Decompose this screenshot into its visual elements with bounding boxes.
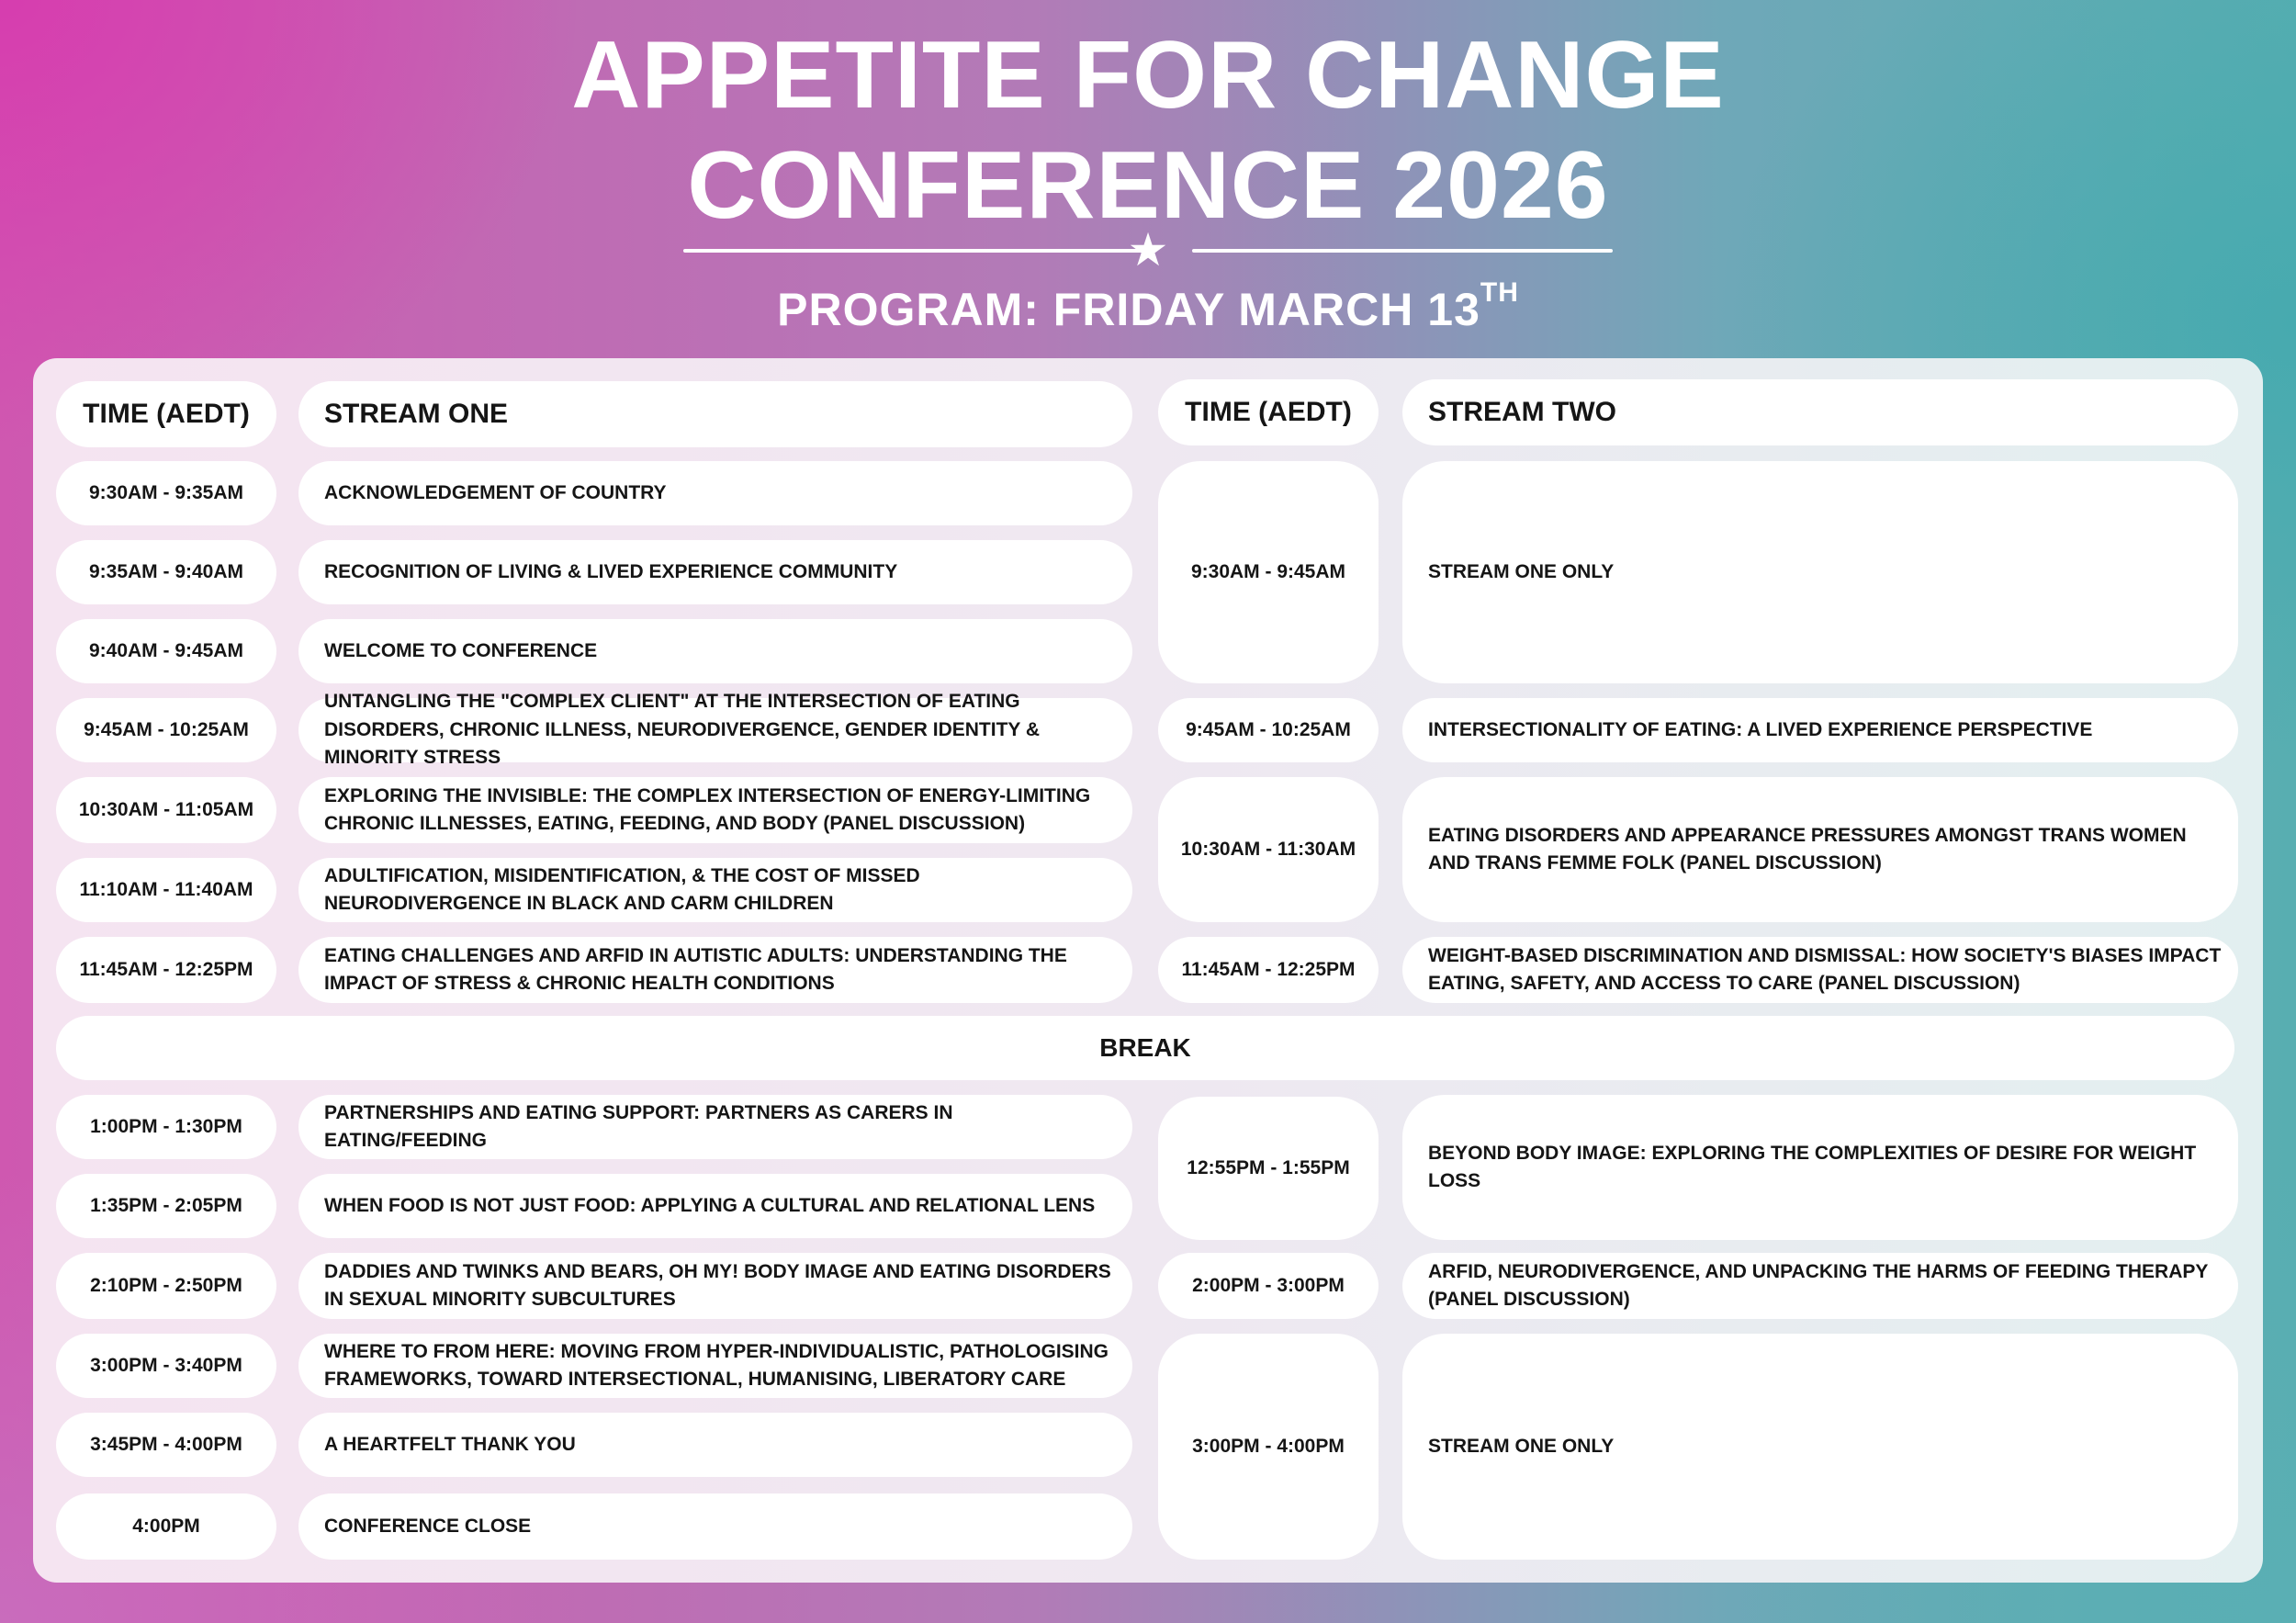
stream-one-session-title: WHERE TO FROM HERE: MOVING FROM HYPER-INDIVIDUALISTIC, PATHOLOGISING FRAMEWORKS, TOWARD INTERSECTIONAL, HUMANISING, LIBERATORY CARE: [298, 1334, 1132, 1398]
stream-one-session-title: UNTANGLING THE "COMPLEX CLIENT" AT THE INTERSECTION OF EATING DISORDERS, CHRONIC ILLNESS, NEURODIVERGENCE, GENDER IDENTITY & MINORITY STRESS: [298, 698, 1132, 762]
stream-two-session-time: 3:00PM - 4:00PM: [1158, 1334, 1379, 1560]
stream-two-header: STREAM TWO: [1402, 379, 2238, 445]
stream-one-session-time: 3:00PM - 3:40PM: [56, 1334, 276, 1398]
stream-one-session-title: RECOGNITION OF LIVING & LIVED EXPERIENCE COMMUNITY: [298, 540, 1132, 604]
conference-title-line-1: APPETITE FOR CHANGE: [571, 22, 1725, 129]
stream-one-session-title: CONFERENCE CLOSE: [298, 1493, 1132, 1560]
stream-one-session-time: 2:10PM - 2:50PM: [56, 1253, 276, 1319]
stream-one-session-time: 9:45AM - 10:25AM: [56, 698, 276, 762]
stream-two-session-time: 12:55PM - 1:55PM: [1158, 1097, 1379, 1240]
stream-two-session-time: 11:45AM - 12:25PM: [1158, 937, 1379, 1003]
stream-two-session-title: INTERSECTIONALITY OF EATING: A LIVED EXPERIENCE PERSPECTIVE: [1402, 698, 2238, 762]
stream-two-session-time: 10:30AM - 11:30AM: [1158, 777, 1379, 922]
stream-two-session-time: 9:45AM - 10:25AM: [1158, 698, 1379, 762]
stream-one-session-title: A HEARTFELT THANK YOU: [298, 1413, 1132, 1477]
program-date-subtitle: PROGRAM: FRIDAY MARCH 13TH: [777, 277, 1519, 335]
stream-one-session-time: 11:45AM - 12:25PM: [56, 937, 276, 1003]
stream-two-session-title: EATING DISORDERS AND APPEARANCE PRESSURES AMONGST TRANS WOMEN AND TRANS FEMME FOLK (PANEL DISCUSSION): [1402, 777, 2238, 922]
stream-one-header: STREAM ONE: [298, 381, 1132, 447]
stream-two-session-title: WEIGHT-BASED DISCRIMINATION AND DISMISSAL: HOW SOCIETY'S BIASES IMPACT EATING, SAFETY, AND ACCESS TO CARE (PANEL DISCUSSION): [1402, 937, 2238, 1003]
stream-two-session-time: 2:00PM - 3:00PM: [1158, 1253, 1379, 1319]
conference-title-line-2: CONFERENCE 2026: [687, 132, 1609, 239]
stream-one-session-time: 4:00PM: [56, 1493, 276, 1560]
stream-one-session-time: 3:45PM - 4:00PM: [56, 1413, 276, 1477]
stream-one-session-time: 1:35PM - 2:05PM: [56, 1174, 276, 1238]
break-row: BREAK: [56, 1016, 2234, 1080]
stream-one-session-title: WELCOME TO CONFERENCE: [298, 619, 1132, 683]
stream-one-session-title: EATING CHALLENGES AND ARFID IN AUTISTIC ADULTS: UNDERSTANDING THE IMPACT OF STRESS & CHRONIC HEALTH CONDITIONS: [298, 937, 1132, 1003]
stream-two-session-title: STREAM ONE ONLY: [1402, 461, 2238, 683]
stream-two-session-title: BEYOND BODY IMAGE: EXPLORING THE COMPLEXITIES OF DESIRE FOR WEIGHT LOSS: [1402, 1095, 2238, 1240]
stream-one-session-title: PARTNERSHIPS AND EATING SUPPORT: PARTNERS AS CARERS IN EATING/FEEDING: [298, 1095, 1132, 1159]
stream-two-session-title: STREAM ONE ONLY: [1402, 1334, 2238, 1560]
stream-one-session-time: 9:35AM - 9:40AM: [56, 540, 276, 604]
star-icon: ★: [1127, 224, 1169, 276]
stream-two-session-title: ARFID, NEURODIVERGENCE, AND UNPACKING THE HARMS OF FEEDING THERAPY (PANEL DISCUSSION): [1402, 1253, 2238, 1319]
stream-one-session-title: DADDIES AND TWINKS AND BEARS, OH MY! BODY IMAGE AND EATING DISORDERS IN SEXUAL MINORITY SUBCULTURES: [298, 1253, 1132, 1319]
stream-one-session-title: ADULTIFICATION, MISIDENTIFICATION, & THE COST OF MISSED NEURODIVERGENCE IN BLACK AND CARM CHILDREN: [298, 858, 1132, 922]
stream-one-session-title: WHEN FOOD IS NOT JUST FOOD: APPLYING A CULTURAL AND RELATIONAL LENS: [298, 1174, 1132, 1238]
stream-one-session-time: 10:30AM - 11:05AM: [56, 777, 276, 843]
stream-one-session-title: ACKNOWLEDGEMENT OF COUNTRY: [298, 461, 1132, 525]
stream-one-session-time: 9:40AM - 9:45AM: [56, 619, 276, 683]
stream-two-time-header: TIME (AEDT): [1158, 379, 1379, 445]
stream-one-session-time: 1:00PM - 1:30PM: [56, 1095, 276, 1159]
stream-two-session-time: 9:30AM - 9:45AM: [1158, 461, 1379, 683]
divider-left: [683, 249, 1154, 253]
divider-right: [1192, 249, 1613, 253]
stream-one-session-time: 11:10AM - 11:40AM: [56, 858, 276, 922]
stream-one-session-title: EXPLORING THE INVISIBLE: THE COMPLEX INTERSECTION OF ENERGY-LIMITING CHRONIC ILLNESSES, EATING, FEEDING, AND BODY (PANEL DISCUSSION): [298, 777, 1132, 843]
stream-one-session-time: 9:30AM - 9:35AM: [56, 461, 276, 525]
stream-one-time-header: TIME (AEDT): [56, 381, 276, 447]
